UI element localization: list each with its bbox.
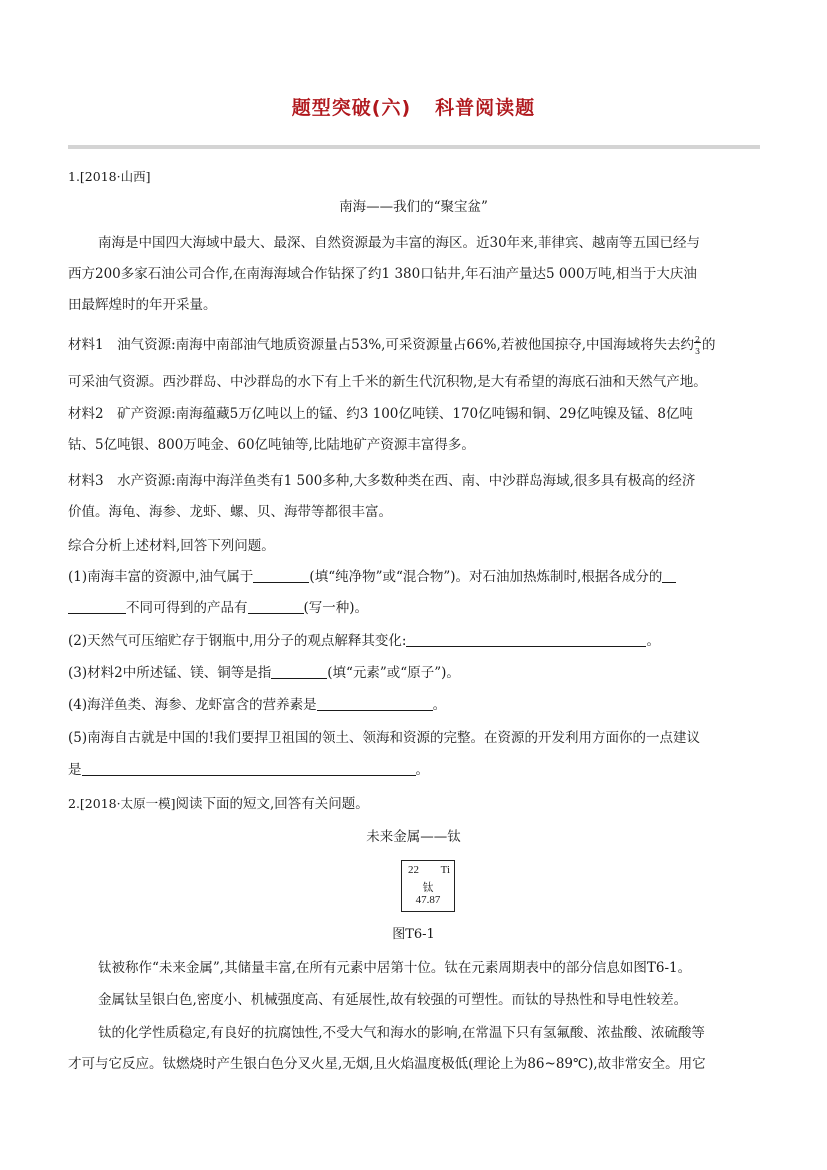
answer-blank-7[interactable]	[82, 761, 416, 776]
q1-number: 1.[2018·山西]	[68, 169, 151, 184]
sub-question-3	[68, 664, 460, 682]
sq2-text-b: 。	[646, 633, 660, 649]
title-right: 科普阅读题	[435, 97, 536, 119]
sq1-text-b: (填“纯净物”或“混合物”)。对石油加热炼制时,根据各成分的	[309, 569, 663, 585]
sq5-text-b: 。	[415, 762, 429, 778]
answer-blank-2a[interactable]	[662, 568, 676, 583]
material-1-tail: 的	[702, 337, 716, 353]
element-name: 钛	[422, 882, 434, 894]
material-2-line-2: 钴、5亿吨银、800万吨金、60亿吨铀等,比陆地矿产资源丰富得多。	[68, 437, 475, 453]
material-1-text: 材料1 油气资源:南海中南部油气地质资源量占53%,可采资源量占66%,若被他国掠夺,中国海域将失去约	[68, 337, 695, 353]
answer-blank-1[interactable]	[253, 568, 309, 583]
sq1-text-c: 不同可得到的产品有	[126, 600, 248, 616]
material-2-line-1: 材料2 矿产资源:南海蕴藏5万亿吨以上的锰、约3 100亿吨镁、170亿吨锡和铜、29亿吨镍及锰、8亿吨	[68, 406, 693, 422]
answer-blank-2b[interactable]	[68, 599, 126, 614]
fraction-denominator: 3	[695, 347, 701, 356]
sq3-text-b: (填“元素”或“原子”)。	[327, 665, 460, 681]
q1-instruction: 综合分析上述材料,回答下列问题。	[68, 538, 275, 554]
fraction-two-thirds	[694, 335, 702, 356]
sq3-text-a: (3)材料2中所述锰、镁、铜等是指	[68, 665, 272, 681]
atomic-mass: 47.87	[415, 894, 441, 906]
sq4-text-b: 。	[432, 697, 447, 713]
page-title	[0, 93, 827, 120]
title-divider	[68, 145, 760, 149]
figure-caption: 图T6-1	[392, 927, 435, 942]
sq4-text-a: (4)海洋鱼类、海参、龙虾富含的营养素是	[68, 697, 317, 713]
sub-question-1-line-1	[68, 568, 676, 586]
answer-blank-3[interactable]	[248, 599, 304, 614]
q2-lead: 阅读下面的短文,回答有关问题。	[175, 796, 369, 812]
q2-paragraph-3-line-2: 才可与它反应。钛燃烧时产生银白色分叉火星,无烟,且火焰温度极低(理论上为86~89℃),故非常安全。用它	[68, 1056, 706, 1072]
sq1-text-d: (写一种)。	[303, 600, 369, 616]
sq2-text-a: (2)天然气可压缩贮存于钢瓶中,用分子的观点解释其变化:	[68, 633, 407, 649]
sq1-text-a: (1)南海丰富的资源中,油气属于	[68, 569, 254, 585]
answer-blank-4[interactable]	[406, 632, 646, 647]
material-1-line-1	[68, 336, 716, 354]
element-symbol: Ti	[440, 864, 450, 876]
material-1-line-2: 可采油气资源。西沙群岛、中沙群岛的水下有上千米的新生代沉积物,是大有希望的海底石油和天然气产地。	[68, 374, 707, 390]
material-3-line-1: 材料3 水产资源:南海中海洋鱼类有1 500多种,大多数种类在西、南、中沙群岛海域,很多具有极高的经济	[68, 473, 696, 489]
periodic-table-cell-titanium	[401, 860, 455, 912]
q2-article-title: 未来金属——钛	[366, 829, 461, 845]
q2-number: 2.[2018·太原一模]	[68, 796, 176, 811]
sub-question-5-line-1: (5)南海自古就是中国的!我们要捍卫祖国的领土、领海和资源的完整。在资源的开发利用方面你的一点建议	[68, 730, 701, 746]
q1-article-title: 南海——我们的“聚宝盆”	[339, 199, 488, 215]
q2-paragraph-3-line-1: 钛的化学性质稳定,有良好的抗腐蚀性,不受大气和海水的影响,在常温下只有氢氟酸、浓盐酸、浓硫酸等	[98, 1025, 705, 1041]
title-left: 题型突破(六)	[291, 97, 412, 119]
sub-question-2	[68, 632, 660, 650]
q1-intro-line-3: 田最辉煌时的年开采量。	[68, 297, 217, 313]
answer-blank-6[interactable]	[317, 696, 433, 711]
answer-blank-5[interactable]	[271, 664, 327, 679]
atomic-number: 22	[408, 864, 419, 876]
material-3-line-2: 价值。海龟、海参、龙虾、螺、贝、海带等都很丰富。	[68, 504, 392, 520]
q2-paragraph-1: 钛被称作“未来金属”,其储量丰富,在所有元素中居第十位。钛在元素周期表中的部分信息如图T6-1。	[98, 960, 692, 976]
fraction-numerator: 2	[695, 335, 701, 344]
q1-intro-line-2: 西方200多家石油公司合作,在南海海域合作钻探了约1 380口钻井,年石油产量达5 000万吨,相当于大庆油	[68, 266, 697, 282]
sq5-text-a: 是	[68, 762, 82, 778]
q2-header	[68, 795, 369, 813]
sub-question-5-line-2	[68, 761, 429, 779]
q2-paragraph-2: 金属钛呈银白色,密度小、机械强度高、有延展性,故有较强的可塑性。而钛的导热性和导电性较差。	[98, 992, 688, 1008]
q1-intro-line-1: 南海是中国四大海域中最大、最深、自然资源最为丰富的海区。近30年来,菲律宾、越南等五国已经与	[98, 235, 700, 251]
sub-question-1-line-2	[68, 599, 368, 617]
sub-question-4	[68, 696, 446, 714]
